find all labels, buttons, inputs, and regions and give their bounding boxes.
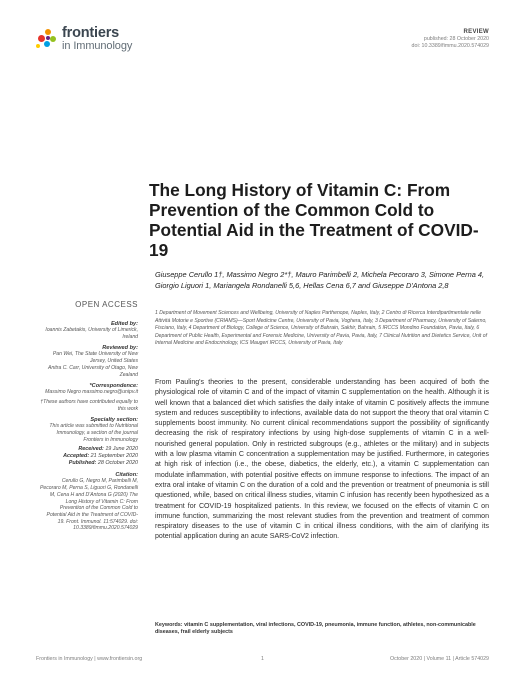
citation[interactable]: Cerullo G, Negro M, Parimbelli M, Pecoraro M, Perna S, Liguori G, Rondanelli M, Cena H and D'Antona G (2020) The Long History of Vitamin C: From Prevention of the Common Cold to Potential Aid in the Treatment of COVID-19. Front. Immunol. 11:574029. doi: 10.3389/fimmu.2020.574029 [40,478,138,532]
doi-link[interactable]: doi: 10.3389/fimmu.2020.574029 [411,43,489,49]
citation-label: Citation: [115,472,138,479]
journal-brand: frontiers [62,25,120,41]
footer-volume-info: October 2020 | Volume 11 | Article 574029 [390,656,489,662]
edited-by-label: Edited by: [110,321,138,327]
accepted-value: 21 September 2020 [90,453,138,460]
received-date [40,446,138,453]
equal-contribution-note: †These authors have contributed equally to this work [40,398,138,412]
page-number: 1 [261,656,264,662]
footer-journal-link[interactable]: Frontiers in Immunology | www.frontiersin.org [36,656,143,662]
keywords-label: Keywords: [155,622,183,628]
article-title: The Long History of Vitamin C: From Prevention of the Common Cold to Potential Aid in the Treatment of COVID-19 [149,180,479,260]
editor[interactable]: Ioannis Zabetakis, University of Limerick, Ireland [45,327,138,340]
published-date [40,460,138,467]
specialty[interactable]: This article was submitted to Nutritional Immunology, a section of the journal Frontiers in Immunology [49,423,138,443]
published-line: published: 28 October 2020 [423,36,489,42]
published-value: 28 October 2020 [97,460,138,467]
affiliations: 1 Department of Movement Sciences and Wellbeing, University of Naples Parthenope, Naples, Italy, 2 Centro di Ricerca Interdipartimentale nelle Attività Motorie e Sportive (CRIAMS)—Sport Medicine Centre, University of Pavia, Voghera, Italy, 3 Department of Pharmacy, University of Salerno, Fisciano, Italy, 4 Department of Biology, College of Science, University of Bahrain, Sakhir, Bahrain, 5 IRCCS Mondino Foundation, Pavia, Italy, 6 Department of Public Health, Experimental and Forensic Medicine, University of Pavia, Pavia, Italy, 7 Clinical Nutrition and Dietetics Service, Unit of Internal Medicine and Endocrinology, ICS Maugeri IRCCS, University of Pavia, Italy [155,310,487,347]
author-list: Giuseppe Cerullo 1†, Massimo Negro 2*†, Mauro Parimbelli 2, Michela Pecoraro 3, Simone Perna 4, Giorgio Liguori 1, Mariangela Rondanelli 5,6, Hellas Cena 6,7 and Giuseppe D'Antona 2,8 [155,270,485,290]
published-label: Published: [68,460,97,467]
keywords-list: vitamin C supplementation, viral infections, COVID-19, pneumonia, immune function, athletes, non-communicable diseases, frail elderly subjects [155,622,476,636]
specialty-label: Specialty section: [90,417,138,424]
journal-subtitle: in Immunology [62,40,133,52]
article-meta [412,29,489,49]
received-value: 19 June 2020 [105,446,138,453]
accepted-date [40,453,138,460]
keywords [155,622,489,636]
frontiers-logo[interactable] [36,24,156,54]
correspondence-label: *Correspondence: [89,383,138,390]
correspondence[interactable]: Massimo Negro massimo.negro@unipv.it [45,389,138,396]
accepted-label: Accepted: [63,453,90,460]
open-access-label: OPEN ACCESS [75,300,138,309]
reviewed-by-label: Reviewed by: [102,345,138,352]
received-label: Received: [78,446,104,453]
abstract: From Pauling's theories to the present, considerable understanding has been acquired of both the physiological role of vitamin C and of the impact of vitamin C supplementation on the health. Although it is well known that a balanced diet which satisfies the daily intake of vitamin C positively affects the immune system and reduces susceptibility to infections, available data do not support the theory that oral vitamin C supplements boost immunity. No current clinical recommendations support the possibility of significantly decreasing the risk of respiratory infections by using high-dose supplements of vitamin C in a well-nourished general population. Only in restricted subgroups (e.g., athletes or the military) and in subjects with a low plasma vitamin C concentration a supplementation may be justified. Furthermore, in categories at high risk of infection (i.e., the obese, diabetics, the elderly, etc.), a vitamin C supplementation can modulate inflammation, with potential positive effects on immune response to infections. The impact of an extra oral intake of vitamin C on the duration of a cold and the prevention or treatment of pneumonia is still questioned, while, based on critical illness studies, vitamin C infusion has recently been hypothesized as a treatment for COVID-19 hospitalized patients. In this review, we focused on the effects of vitamin C on immune function, summarizing the most relevant studies from the prevention and treatment of common respiratory diseases to the use of vitamin C in critical illness conditions, with the aim of clarifying its potential application during an acute SARS-CoV2 infection. [155,379,489,541]
sidebar [40,300,138,532]
frontiers-logo-icon [36,27,58,49]
article-type: REVIEW [463,29,489,35]
reviewer-2[interactable]: Anitra C. Carr, University of Otago, New Zealand [47,364,138,378]
reviewer-1[interactable]: Pan Wei, The State University of New Jersey, United States [52,351,138,365]
